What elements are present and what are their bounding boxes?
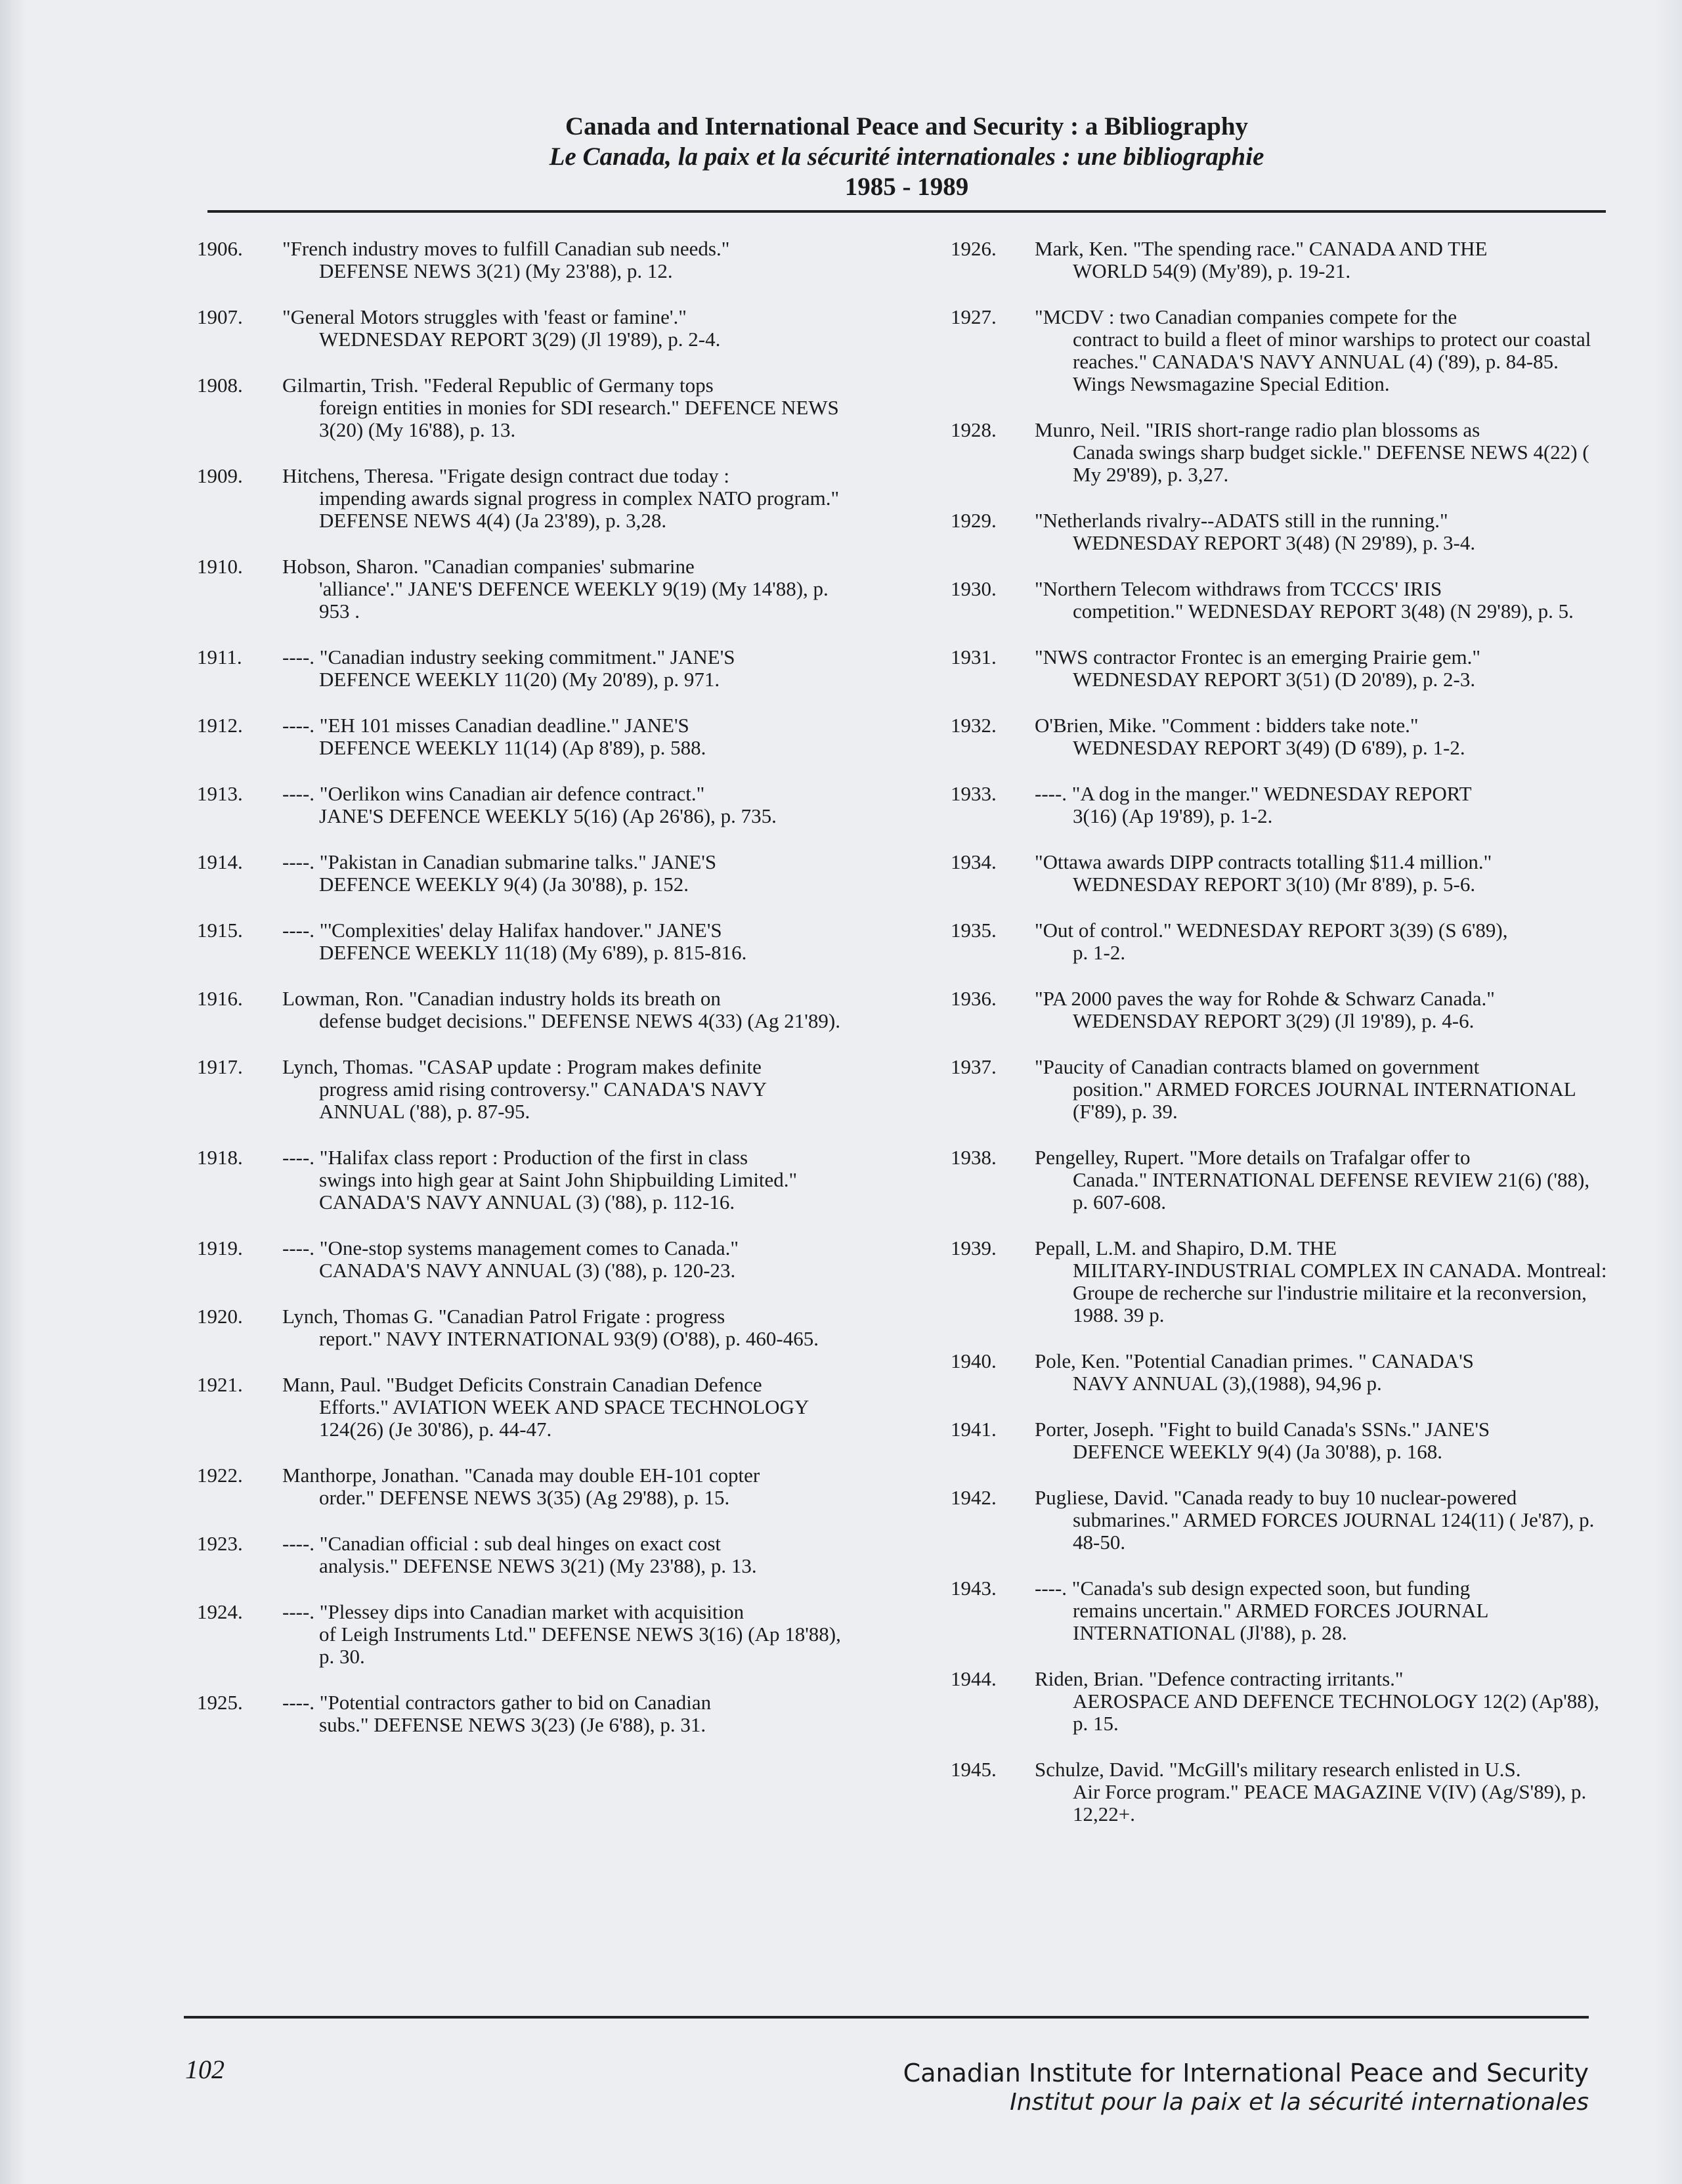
entry-first-line: "Northern Telecom withdraws from TCCCS' IRIS bbox=[1035, 577, 1442, 600]
entry-continuation: submarines." ARMED FORCES JOURNAL 124(11) ( Je'87), p. 48-50. bbox=[1073, 1508, 1595, 1554]
bibliography-entry bbox=[197, 851, 853, 896]
bibliography-entry bbox=[951, 1350, 1607, 1395]
entry-number: 1921. bbox=[197, 1373, 243, 1396]
entry-continuation: defense budget decisions." DEFENSE NEWS 4(33) (Ag 21'89). bbox=[319, 1009, 840, 1032]
bibliography-entry bbox=[951, 1487, 1607, 1554]
entry-continuation: impending awards signal progress in complex NATO program." DEFENSE NEWS 4(4) (Ja 23'89), p. 3,28. bbox=[319, 487, 840, 532]
entry-number: 1925. bbox=[197, 1691, 243, 1714]
bibliography-entry bbox=[197, 1601, 853, 1668]
entry-number: 1944. bbox=[951, 1667, 997, 1690]
bibliography-entry bbox=[197, 714, 853, 759]
page-header bbox=[207, 112, 1606, 202]
entry-number: 1913. bbox=[197, 782, 243, 805]
entry-continuation: analysis." DEFENSE NEWS 3(21) (My 23'88), p. 13. bbox=[319, 1554, 757, 1577]
entry-first-line: Pole, Ken. "Potential Canadian primes. " CANADA'S bbox=[1035, 1349, 1474, 1372]
bibliography-entry bbox=[197, 1533, 853, 1577]
entry-number: 1919. bbox=[197, 1236, 243, 1259]
entry-number: 1945. bbox=[951, 1758, 997, 1781]
bibliography-entry bbox=[951, 419, 1607, 486]
entry-number: 1941. bbox=[951, 1418, 997, 1441]
footer-rule bbox=[184, 2016, 1589, 2019]
entry-first-line: ----. "Potential contractors gather to bid on Canadian bbox=[282, 1691, 712, 1714]
entry-number: 1910. bbox=[197, 555, 243, 578]
bibliography-entry bbox=[197, 1056, 853, 1123]
title-english: Canada and International Peace and Security : a Bibliography bbox=[565, 112, 1249, 141]
bibliography-entry bbox=[951, 646, 1607, 691]
bibliography-entry bbox=[197, 306, 853, 351]
entry-number: 1911. bbox=[197, 645, 242, 668]
bibliography-entry bbox=[197, 1305, 853, 1350]
bibliography-entry bbox=[951, 851, 1607, 896]
entry-first-line: Lowman, Ron. "Canadian industry holds its breath on bbox=[282, 987, 721, 1010]
entry-continuation: Efforts." AVIATION WEEK AND SPACE TECHNOLOGY 124(26) (Je 30'86), p. 44-47. bbox=[319, 1395, 809, 1441]
entry-continuation: WORLD 54(9) (My'89), p. 19-21. bbox=[1073, 259, 1351, 282]
entry-first-line: ----. "Halifax class report : Production of the first in class bbox=[282, 1146, 748, 1169]
entry-continuation: progress amid rising controversy." CANADA'S NAVY ANNUAL ('88), p. 87-95. bbox=[319, 1078, 766, 1123]
entry-number: 1927. bbox=[951, 305, 997, 328]
entry-first-line: "Netherlands rivalry--ADATS still in the running." bbox=[1035, 509, 1448, 532]
bibliography-entry bbox=[951, 783, 1607, 827]
bibliography-entry bbox=[197, 1374, 853, 1441]
bibliography-entry bbox=[197, 1464, 853, 1509]
entry-number: 1920. bbox=[197, 1305, 243, 1328]
title-french: Le Canada, la paix et la sécurité internationales : une bibliographie bbox=[549, 142, 1264, 171]
bibliography-entry bbox=[951, 578, 1607, 622]
entry-first-line: Schulze, David. "McGill's military research enlisted in U.S. bbox=[1035, 1758, 1521, 1781]
entry-number: 1908. bbox=[197, 374, 243, 397]
bibliography-entry bbox=[951, 1758, 1607, 1825]
entry-continuation: contract to build a fleet of minor warships to protect our coastal reaches." CANADA'S NAVY ANNUAL (4) ('89), p. 84-85. Wings Newsmagazine Special Edition. bbox=[1073, 328, 1591, 395]
entry-number: 1923. bbox=[197, 1532, 243, 1555]
entry-continuation: CANADA'S NAVY ANNUAL (3) ('88), p. 120-23. bbox=[319, 1259, 736, 1282]
entry-number: 1935. bbox=[951, 919, 997, 942]
entry-first-line: Mann, Paul. "Budget Deficits Constrain Canadian Defence bbox=[282, 1373, 762, 1396]
entry-continuation: DEFENSE NEWS 3(21) (My 23'88), p. 12. bbox=[319, 259, 673, 282]
entry-continuation: DEFENCE WEEKLY 11(18) (My 6'89), p. 815-816. bbox=[319, 941, 747, 964]
entry-continuation: competition." WEDNESDAY REPORT 3(48) (N 29'89), p. 5. bbox=[1073, 600, 1574, 622]
entry-continuation: MILITARY-INDUSTRIAL COMPLEX IN CANADA. Montreal: Groupe de recherche sur l'industrie militaire et la reconversion, 1988. 39 p. bbox=[1073, 1259, 1607, 1326]
entry-continuation: WEDNESDAY REPORT 3(10) (Mr 8'89), p. 5-6. bbox=[1073, 873, 1476, 896]
bibliography-entry bbox=[951, 714, 1607, 759]
entry-first-line: Hobson, Sharon. "Canadian companies' submarine bbox=[282, 555, 695, 578]
entry-first-line: ----. "Canada's sub design expected soon, but funding bbox=[1035, 1577, 1471, 1600]
bibliography-entry bbox=[951, 306, 1607, 395]
entry-continuation: AEROSPACE AND DEFENCE TECHNOLOGY 12(2) (Ap'88), p. 15. bbox=[1073, 1690, 1599, 1735]
entry-number: 1924. bbox=[197, 1600, 243, 1623]
entry-number: 1916. bbox=[197, 987, 243, 1010]
entry-first-line: "General Motors struggles with 'feast or famine'." bbox=[282, 305, 687, 328]
entry-number: 1942. bbox=[951, 1486, 997, 1509]
left-column bbox=[197, 238, 853, 1760]
entry-first-line: ----. "Canadian industry seeking commitment." JANE'S bbox=[282, 645, 735, 668]
entry-continuation: WEDNESDAY REPORT 3(48) (N 29'89), p. 3-4. bbox=[1073, 531, 1476, 554]
entry-number: 1938. bbox=[951, 1146, 997, 1169]
entry-continuation: DEFENCE WEEKLY 9(4) (Ja 30'88), p. 168. bbox=[1073, 1440, 1442, 1463]
bibliography-entry bbox=[951, 1056, 1607, 1123]
entry-first-line: ----. "'Complexities' delay Halifax handover." JANE'S bbox=[282, 919, 722, 942]
bibliography-entry bbox=[197, 1692, 853, 1736]
entry-number: 1907. bbox=[197, 305, 243, 328]
entry-continuation: swings into high gear at Saint John Shipbuilding Limited." CANADA'S NAVY ANNUAL (3) ('88), p. 112-16. bbox=[319, 1168, 798, 1213]
bibliography-entry bbox=[197, 919, 853, 964]
entry-first-line: Lynch, Thomas. "CASAP update : Program makes definite bbox=[282, 1055, 762, 1078]
entry-first-line: "PA 2000 paves the way for Rohde & Schwarz Canada." bbox=[1035, 987, 1495, 1010]
bibliography-entry bbox=[951, 1668, 1607, 1735]
entry-first-line: Munro, Neil. "IRIS short-range radio plan blossoms as bbox=[1035, 418, 1480, 441]
entry-number: 1930. bbox=[951, 577, 997, 600]
entry-first-line: "Out of control." WEDNESDAY REPORT 3(39) (S 6'89), bbox=[1035, 919, 1508, 942]
entry-continuation: subs." DEFENSE NEWS 3(23) (Je 6'88), p. 31. bbox=[319, 1713, 706, 1736]
entry-first-line: "MCDV : two Canadian companies compete for the bbox=[1035, 305, 1457, 328]
right-column bbox=[951, 238, 1607, 1849]
entry-continuation: 3(16) (Ap 19'89), p. 1-2. bbox=[1073, 804, 1273, 827]
entry-number: 1929. bbox=[951, 509, 997, 532]
entry-first-line: Porter, Joseph. "Fight to build Canada's SSNs." JANE'S bbox=[1035, 1418, 1490, 1441]
entry-first-line: "Paucity of Canadian contracts blamed on government bbox=[1035, 1055, 1480, 1078]
entry-continuation: position." ARMED FORCES JOURNAL INTERNATIONAL (F'89), p. 39. bbox=[1073, 1078, 1576, 1123]
entry-number: 1937. bbox=[951, 1055, 997, 1078]
entry-first-line: ----. "EH 101 misses Canadian deadline." JANE'S bbox=[282, 714, 689, 737]
entry-first-line: Pugliese, David. "Canada ready to buy 10 nuclear-powered bbox=[1035, 1486, 1517, 1509]
entry-number: 1928. bbox=[951, 418, 997, 441]
entry-number: 1943. bbox=[951, 1577, 997, 1600]
entry-first-line: Lynch, Thomas G. "Canadian Patrol Frigate : progress bbox=[282, 1305, 725, 1328]
entry-continuation: JANE'S DEFENCE WEEKLY 5(16) (Ap 26'86), p. 735. bbox=[319, 804, 777, 827]
header-rule bbox=[207, 210, 1606, 213]
entry-continuation: 'alliance'." JANE'S DEFENCE WEEKLY 9(19) (My 14'88), p. 953 . bbox=[319, 577, 829, 622]
entry-continuation: Canada." INTERNATIONAL DEFENSE REVIEW 21(6) ('88), p. 607-608. bbox=[1073, 1168, 1590, 1213]
entry-continuation: Canada swings sharp budget sickle." DEFENSE NEWS 4(22) ( My 29'89), p. 3,27. bbox=[1073, 441, 1589, 486]
entry-first-line: "Ottawa awards DIPP contracts totalling $11.4 million." bbox=[1035, 850, 1492, 873]
entry-first-line: ----. "Pakistan in Canadian submarine talks." JANE'S bbox=[282, 850, 717, 873]
entry-first-line: Gilmartin, Trish. "Federal Republic of Germany tops bbox=[282, 374, 714, 397]
entry-continuation: p. 1-2. bbox=[1073, 941, 1126, 964]
institute-name-english: Canadian Institute for International Peace and Security bbox=[903, 2059, 1589, 2087]
entry-first-line: "NWS contractor Frontec is an emerging Prairie gem." bbox=[1035, 645, 1480, 668]
entry-number: 1926. bbox=[951, 237, 997, 260]
entry-number: 1906. bbox=[197, 237, 243, 260]
entry-number: 1909. bbox=[197, 464, 243, 487]
bibliography-entry bbox=[197, 556, 853, 622]
entry-number: 1933. bbox=[951, 782, 997, 805]
entry-continuation: order." DEFENSE NEWS 3(35) (Ag 29'88), p. 15. bbox=[319, 1486, 730, 1509]
entry-first-line: ----. "Oerlikon wins Canadian air defence contract." bbox=[282, 782, 705, 805]
footer-institute bbox=[814, 2058, 1589, 2117]
entry-first-line: Manthorpe, Jonathan. "Canada may double EH-101 copter bbox=[282, 1464, 760, 1487]
entry-number: 1915. bbox=[197, 919, 243, 942]
entry-continuation: WEDNESDAY REPORT 3(49) (D 6'89), p. 1-2. bbox=[1073, 736, 1465, 759]
entry-number: 1917. bbox=[197, 1055, 243, 1078]
entry-first-line: Riden, Brian. "Defence contracting irritants." bbox=[1035, 1667, 1404, 1690]
entry-number: 1922. bbox=[197, 1464, 243, 1487]
entry-number: 1918. bbox=[197, 1146, 243, 1169]
entry-first-line: Mark, Ken. "The spending race." CANADA AND THE bbox=[1035, 237, 1488, 260]
entry-number: 1931. bbox=[951, 645, 997, 668]
entry-continuation: WEDNESDAY REPORT 3(51) (D 20'89), p. 2-3. bbox=[1073, 668, 1476, 691]
bibliography-entry bbox=[951, 238, 1607, 282]
bibliography-entry bbox=[197, 646, 853, 691]
bibliography-entry bbox=[197, 238, 853, 282]
entry-first-line: Pengelley, Rupert. "More details on Trafalgar offer to bbox=[1035, 1146, 1471, 1169]
bibliography-entry bbox=[197, 374, 853, 441]
entry-number: 1940. bbox=[951, 1349, 997, 1372]
institute-name-french: Institut pour la paix et la sécurité internationales bbox=[1010, 2089, 1589, 2116]
bibliography-entry bbox=[951, 510, 1607, 554]
entry-number: 1912. bbox=[197, 714, 243, 737]
page-number: 102 bbox=[185, 2055, 225, 2084]
entry-continuation: DEFENCE WEEKLY 11(20) (My 20'89), p. 971. bbox=[319, 668, 720, 691]
entry-number: 1939. bbox=[951, 1236, 997, 1259]
entry-first-line: Pepall, L.M. and Shapiro, D.M. THE bbox=[1035, 1236, 1337, 1259]
entry-first-line: ----. "One-stop systems management comes to Canada." bbox=[282, 1236, 739, 1259]
entry-number: 1936. bbox=[951, 987, 997, 1010]
entry-continuation: foreign entities in monies for SDI research." DEFENCE NEWS 3(20) (My 16'88), p. 13. bbox=[319, 396, 839, 441]
bibliography-entry bbox=[951, 1577, 1607, 1644]
bibliography-entry bbox=[951, 988, 1607, 1032]
entry-number: 1934. bbox=[951, 850, 997, 873]
entry-first-line: Hitchens, Theresa. "Frigate design contract due today : bbox=[282, 464, 729, 487]
title-years: 1985 - 1989 bbox=[844, 173, 969, 201]
entry-continuation: WEDENSDAY REPORT 3(29) (Jl 19'89), p. 4-6. bbox=[1073, 1009, 1475, 1032]
entry-continuation: report." NAVY INTERNATIONAL 93(9) (O'88), p. 460-465. bbox=[319, 1327, 819, 1350]
entry-first-line: "French industry moves to fulfill Canadian sub needs." bbox=[282, 237, 730, 260]
bibliography-entry bbox=[197, 783, 853, 827]
bibliography-entry bbox=[197, 1147, 853, 1213]
entry-first-line: ----. "Plessey dips into Canadian market with acquisition bbox=[282, 1600, 744, 1623]
entry-continuation: NAVY ANNUAL (3),(1988), 94,96 p. bbox=[1073, 1372, 1382, 1395]
entry-continuation: Air Force program." PEACE MAGAZINE V(IV) (Ag/S'89), p. 12,22+. bbox=[1073, 1780, 1587, 1825]
entry-first-line: ----. "Canadian official : sub deal hinges on exact cost bbox=[282, 1532, 722, 1555]
entry-continuation: of Leigh Instruments Ltd." DEFENSE NEWS 3(16) (Ap 18'88), p. 30. bbox=[319, 1623, 841, 1668]
entry-continuation: WEDNESDAY REPORT 3(29) (Jl 19'89), p. 2-4. bbox=[319, 328, 721, 351]
entry-number: 1914. bbox=[197, 850, 243, 873]
bibliography-entry bbox=[951, 1237, 1607, 1326]
entry-first-line: O'Brien, Mike. "Comment : bidders take note." bbox=[1035, 714, 1419, 737]
entry-continuation: DEFENCE WEEKLY 9(4) (Ja 30'88), p. 152. bbox=[319, 873, 689, 896]
entry-continuation: DEFENCE WEEKLY 11(14) (Ap 8'89), p. 588. bbox=[319, 736, 706, 759]
bibliography-entry bbox=[951, 1418, 1607, 1463]
bibliography-entry bbox=[197, 1237, 853, 1282]
bibliography-entry bbox=[197, 988, 853, 1032]
entry-number: 1932. bbox=[951, 714, 997, 737]
bibliography-entry bbox=[197, 465, 853, 532]
bibliography-entry bbox=[951, 919, 1607, 964]
bibliography-entry bbox=[951, 1147, 1607, 1213]
entry-continuation: remains uncertain." ARMED FORCES JOURNAL INTERNATIONAL (Jl'88), p. 28. bbox=[1073, 1599, 1488, 1644]
entry-first-line: ----. "A dog in the manger." WEDNESDAY REPORT bbox=[1035, 782, 1472, 805]
